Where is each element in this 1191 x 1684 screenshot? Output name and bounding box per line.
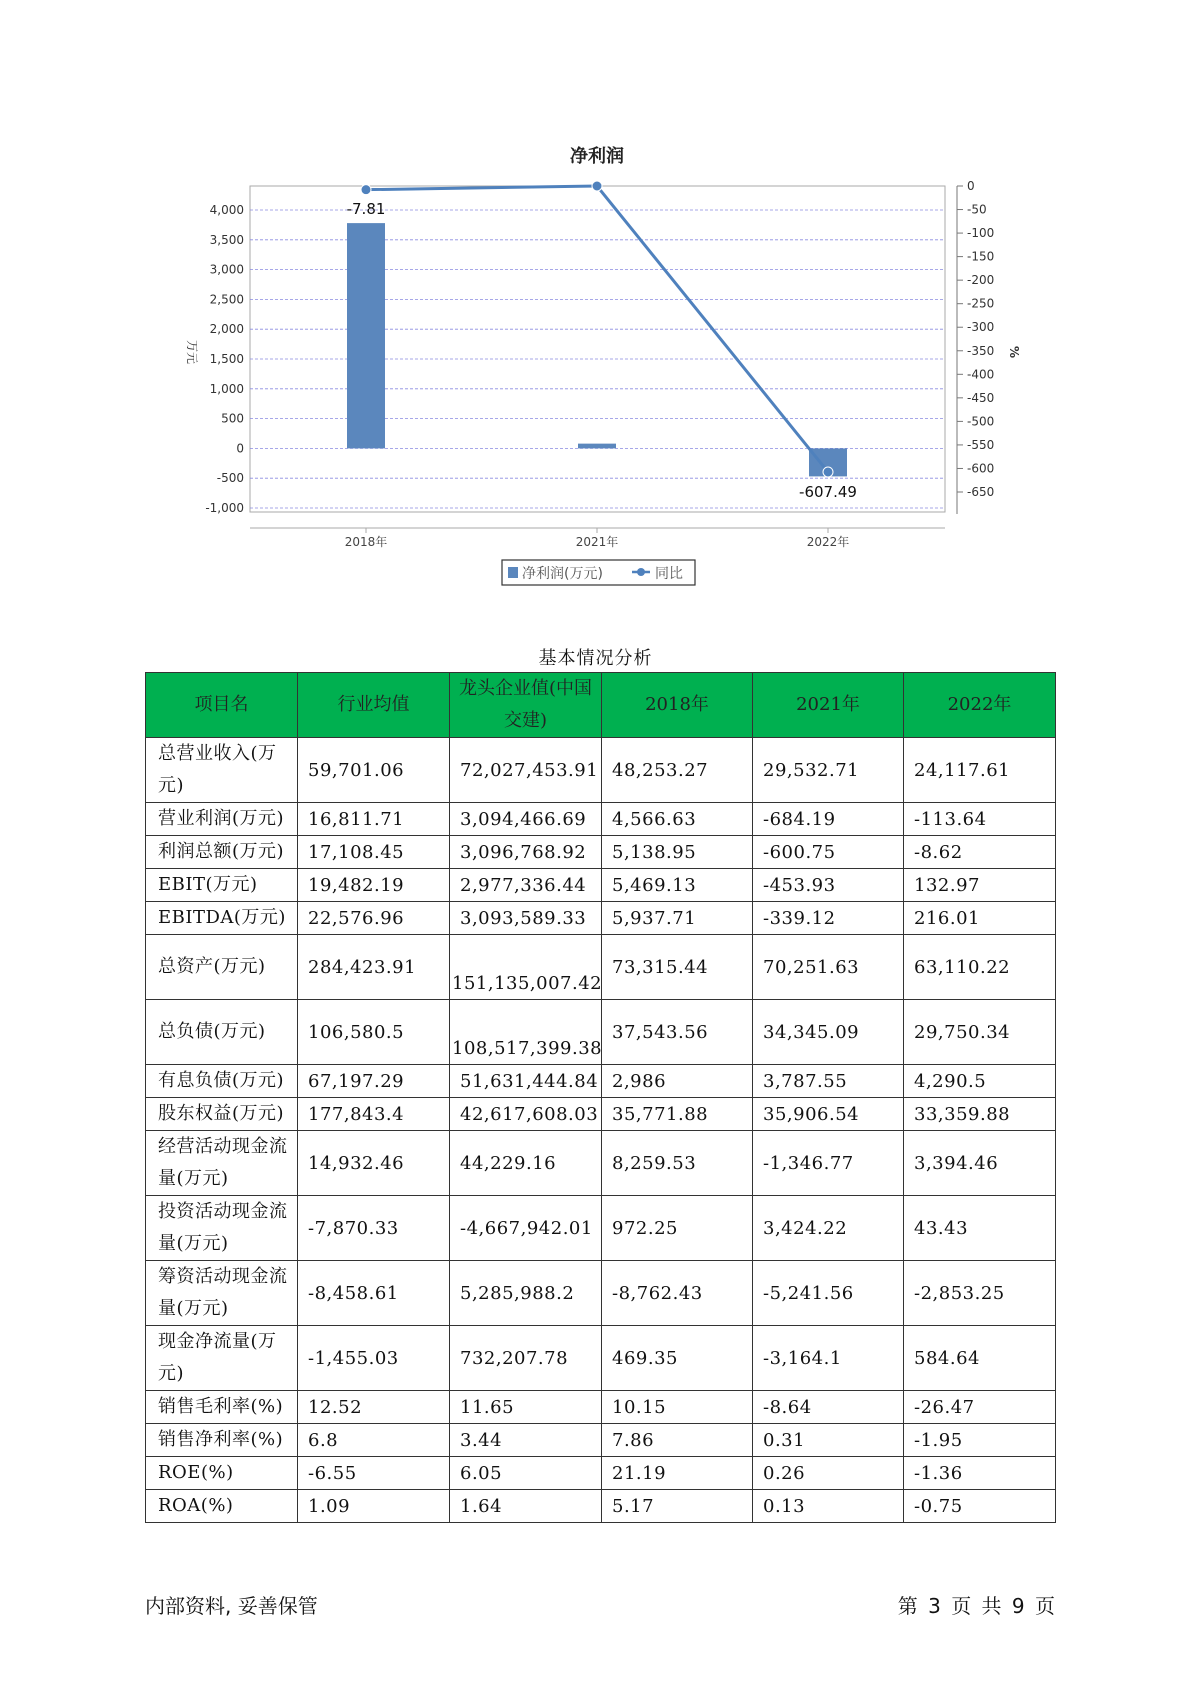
row-label: 总营业收入(万元) bbox=[146, 738, 298, 803]
bar-2018年 bbox=[347, 223, 385, 448]
table-cell: 5,285,988.2 bbox=[450, 1261, 602, 1326]
table-cell: -26.47 bbox=[904, 1391, 1056, 1424]
table-cell: 1.64 bbox=[450, 1490, 602, 1523]
table-cell: 3,787.55 bbox=[753, 1065, 904, 1098]
table-cell: 4,290.5 bbox=[904, 1065, 1056, 1098]
table-cell: 1.09 bbox=[298, 1490, 450, 1523]
table-cell: 11.65 bbox=[450, 1391, 602, 1424]
table-row bbox=[146, 1424, 1056, 1457]
row-label: 现金净流量(万元) bbox=[146, 1326, 298, 1391]
y2-tick-label: -600 bbox=[967, 461, 995, 476]
table-cell: 14,932.46 bbox=[298, 1131, 450, 1196]
table-row bbox=[146, 1098, 1056, 1131]
table-row bbox=[146, 902, 1056, 935]
y-axis-title: 万元 bbox=[185, 339, 199, 365]
row-label: ROE(%) bbox=[146, 1457, 298, 1490]
table-cell: 2,986 bbox=[602, 1065, 753, 1098]
table-cell: -600.75 bbox=[753, 836, 904, 869]
row-label: 营业利润(万元) bbox=[146, 803, 298, 836]
x-tick-label: 2022年 bbox=[806, 535, 850, 549]
y-tick-label: 3,500 bbox=[209, 232, 244, 247]
table-cell: 22,576.96 bbox=[298, 902, 450, 935]
table-cell: 10.15 bbox=[602, 1391, 753, 1424]
table-cell: -113.64 bbox=[904, 803, 1056, 836]
table-cell: 108,517,399.38 bbox=[450, 1000, 602, 1065]
table-row bbox=[146, 836, 1056, 869]
y2-tick-label: -300 bbox=[967, 320, 995, 335]
table-row bbox=[146, 738, 1056, 803]
table-cell: -3,164.1 bbox=[753, 1326, 904, 1391]
y2-tick-label: -400 bbox=[967, 367, 995, 382]
y2-tick-label: -150 bbox=[967, 249, 995, 264]
footer-page-number: 第 3 页 共 9 页 bbox=[897, 1594, 1055, 1618]
table-cell: 63,110.22 bbox=[904, 935, 1056, 1000]
row-label: 经营活动现金流量(万元) bbox=[146, 1131, 298, 1196]
table-cell: 51,631,444.84 bbox=[450, 1065, 602, 1098]
row-label: 有息负债(万元) bbox=[146, 1065, 298, 1098]
table-row bbox=[146, 1326, 1056, 1391]
row-label: 筹资活动现金流量(万元) bbox=[146, 1261, 298, 1326]
table-cell: 3,424.22 bbox=[753, 1196, 904, 1261]
table-cell: -684.19 bbox=[753, 803, 904, 836]
x-tick-label: 2021年 bbox=[575, 535, 619, 549]
table-cell: 8,259.53 bbox=[602, 1131, 753, 1196]
row-label: 销售净利率(%) bbox=[146, 1424, 298, 1457]
table-cell: -1,455.03 bbox=[298, 1326, 450, 1391]
table-cell: -339.12 bbox=[753, 902, 904, 935]
yoy-point-2018年 bbox=[361, 185, 371, 195]
header-2018: 2018年 bbox=[602, 673, 753, 738]
legend-line-label: 同比 bbox=[655, 566, 683, 582]
row-label: 总资产(万元) bbox=[146, 935, 298, 1000]
table-cell: -6.55 bbox=[298, 1457, 450, 1490]
table-cell: 106,580.5 bbox=[298, 1000, 450, 1065]
header-item-name: 项目名 bbox=[146, 673, 298, 738]
table-cell: 4,566.63 bbox=[602, 803, 753, 836]
table-row bbox=[146, 1065, 1056, 1098]
table-cell: -8.64 bbox=[753, 1391, 904, 1424]
y-tick-label: 2,000 bbox=[209, 322, 244, 337]
table-cell: 216.01 bbox=[904, 902, 1056, 935]
table-cell: 6.8 bbox=[298, 1424, 450, 1457]
table-row bbox=[146, 1261, 1056, 1326]
y2-tick-label: -200 bbox=[967, 273, 995, 288]
y2-tick-label: -550 bbox=[967, 437, 995, 452]
table-cell: 0.26 bbox=[753, 1457, 904, 1490]
y-tick-label: 1,000 bbox=[209, 381, 244, 396]
table-cell: 17,108.45 bbox=[298, 836, 450, 869]
legend-bar-swatch bbox=[508, 567, 518, 578]
table-cell: 3.44 bbox=[450, 1424, 602, 1457]
y-tick-label: 3,000 bbox=[209, 262, 244, 277]
table-cell: 70,251.63 bbox=[753, 935, 904, 1000]
table-row bbox=[146, 803, 1056, 836]
y2-tick-label: -100 bbox=[967, 226, 995, 241]
analysis-table bbox=[145, 672, 1056, 1523]
header-leader-value: 龙头企业值(中国交建) bbox=[450, 673, 602, 738]
y-tick-label: 1,500 bbox=[209, 352, 244, 366]
table-row bbox=[146, 1391, 1056, 1424]
table-cell: 284,423.91 bbox=[298, 935, 450, 1000]
table-cell: -0.75 bbox=[904, 1490, 1056, 1523]
table-cell: 43.43 bbox=[904, 1196, 1056, 1261]
net-profit-chart bbox=[0, 0, 1191, 600]
table-cell: -8,762.43 bbox=[602, 1261, 753, 1326]
y2-tick-label: 0 bbox=[967, 179, 975, 193]
y-tick-label: -1,000 bbox=[205, 501, 244, 515]
table-cell: 21.19 bbox=[602, 1457, 753, 1490]
y2-tick-label: -50 bbox=[967, 202, 987, 217]
table-row bbox=[146, 1457, 1056, 1490]
table-cell: -1,346.77 bbox=[753, 1131, 904, 1196]
table-cell: 732,207.78 bbox=[450, 1326, 602, 1391]
table-cell: 35,771.88 bbox=[602, 1098, 753, 1131]
table-header-row bbox=[146, 673, 1056, 738]
table-cell: 12.52 bbox=[298, 1391, 450, 1424]
data-label: -607.49 bbox=[799, 483, 857, 501]
table-cell: -8,458.61 bbox=[298, 1261, 450, 1326]
table-cell: 37,543.56 bbox=[602, 1000, 753, 1065]
table-cell: 584.64 bbox=[904, 1326, 1056, 1391]
row-label: ROA(%) bbox=[146, 1490, 298, 1523]
table-cell: -1.95 bbox=[904, 1424, 1056, 1457]
row-label: 利润总额(万元) bbox=[146, 836, 298, 869]
table-cell: -7,870.33 bbox=[298, 1196, 450, 1261]
table-cell: 42,617,608.03 bbox=[450, 1098, 602, 1131]
row-label: EBITDA(万元) bbox=[146, 902, 298, 935]
y-tick-label: 2,500 bbox=[209, 292, 244, 307]
table-cell: -5,241.56 bbox=[753, 1261, 904, 1326]
y2-tick-label: -650 bbox=[967, 485, 995, 499]
x-tick-label: 2018年 bbox=[344, 535, 388, 549]
y2-axis-title: % bbox=[1007, 345, 1021, 359]
y-tick-label: 500 bbox=[221, 411, 244, 426]
table-cell: 132.97 bbox=[904, 869, 1056, 902]
table-cell: -453.93 bbox=[753, 869, 904, 902]
table-cell: 29,532.71 bbox=[753, 738, 904, 803]
table-cell: 3,094,466.69 bbox=[450, 803, 602, 836]
y2-tick-label: -250 bbox=[967, 296, 995, 311]
header-2022: 2022年 bbox=[904, 673, 1056, 738]
table-row bbox=[146, 1196, 1056, 1261]
table-cell: 35,906.54 bbox=[753, 1098, 904, 1131]
data-label: -7.81 bbox=[346, 200, 386, 218]
y-tick-label: 4,000 bbox=[209, 203, 244, 217]
table-cell: 5,138.95 bbox=[602, 836, 753, 869]
table-cell: 5,469.13 bbox=[602, 869, 753, 902]
table-cell: 7.86 bbox=[602, 1424, 753, 1457]
table-cell: 0.31 bbox=[753, 1424, 904, 1457]
table-row bbox=[146, 1490, 1056, 1523]
table-cell: 151,135,007.42 bbox=[450, 935, 602, 1000]
footer-confidential: 内部资料, 妥善保管 bbox=[145, 1594, 318, 1618]
table-row bbox=[146, 1000, 1056, 1065]
y2-tick-label: -450 bbox=[967, 390, 995, 405]
table-cell: 67,197.29 bbox=[298, 1065, 450, 1098]
table-cell: 3,394.46 bbox=[904, 1131, 1056, 1196]
table-row bbox=[146, 1131, 1056, 1196]
table-cell: 5.17 bbox=[602, 1490, 753, 1523]
table-cell: 24,117.61 bbox=[904, 738, 1056, 803]
table-cell: -4,667,942.01 bbox=[450, 1196, 602, 1261]
table-row bbox=[146, 869, 1056, 902]
legend-line-marker bbox=[637, 568, 645, 576]
legend-bar-label: 净利润(万元) bbox=[522, 566, 603, 582]
table-caption: 基本情况分析 bbox=[538, 648, 653, 669]
table-cell: 33,359.88 bbox=[904, 1098, 1056, 1131]
y2-tick-label: -500 bbox=[967, 414, 995, 429]
row-label: 股东权益(万元) bbox=[146, 1098, 298, 1131]
bar-2021年 bbox=[578, 444, 616, 449]
table-row bbox=[146, 935, 1056, 1000]
y-tick-label: 0 bbox=[236, 441, 244, 456]
table-cell: -1.36 bbox=[904, 1457, 1056, 1490]
row-label: 总负债(万元) bbox=[146, 1000, 298, 1065]
table-cell: -8.62 bbox=[904, 836, 1056, 869]
yoy-point-2021年 bbox=[592, 181, 602, 191]
table-cell: 73,315.44 bbox=[602, 935, 753, 1000]
table-cell: 3,093,589.33 bbox=[450, 902, 602, 935]
table-cell: 469.35 bbox=[602, 1326, 753, 1391]
row-label: 销售毛利率(%) bbox=[146, 1391, 298, 1424]
table-cell: 0.13 bbox=[753, 1490, 904, 1523]
table-cell: 34,345.09 bbox=[753, 1000, 904, 1065]
table-cell: 177,843.4 bbox=[298, 1098, 450, 1131]
table-cell: 972.25 bbox=[602, 1196, 753, 1261]
y-tick-label: -500 bbox=[216, 471, 244, 486]
row-label: EBIT(万元) bbox=[146, 869, 298, 902]
table-cell: 3,096,768.92 bbox=[450, 836, 602, 869]
table-cell: 29,750.34 bbox=[904, 1000, 1056, 1065]
table-cell: 16,811.71 bbox=[298, 803, 450, 836]
table-cell: 59,701.06 bbox=[298, 738, 450, 803]
table-cell: 5,937.71 bbox=[602, 902, 753, 935]
table-cell: 44,229.16 bbox=[450, 1131, 602, 1196]
table-cell: 6.05 bbox=[450, 1457, 602, 1490]
yoy-point-2022年 bbox=[823, 467, 833, 477]
table-cell: 2,977,336.44 bbox=[450, 869, 602, 902]
header-2021: 2021年 bbox=[753, 673, 904, 738]
header-industry-avg: 行业均值 bbox=[298, 673, 450, 738]
row-label: 投资活动现金流量(万元) bbox=[146, 1196, 298, 1261]
chart-title: 净利润 bbox=[570, 146, 624, 167]
y2-tick-label: -350 bbox=[967, 343, 995, 358]
table-cell: 48,253.27 bbox=[602, 738, 753, 803]
table-cell: -2,853.25 bbox=[904, 1261, 1056, 1326]
table-cell: 72,027,453.91 bbox=[450, 738, 602, 803]
table-cell: 19,482.19 bbox=[298, 869, 450, 902]
